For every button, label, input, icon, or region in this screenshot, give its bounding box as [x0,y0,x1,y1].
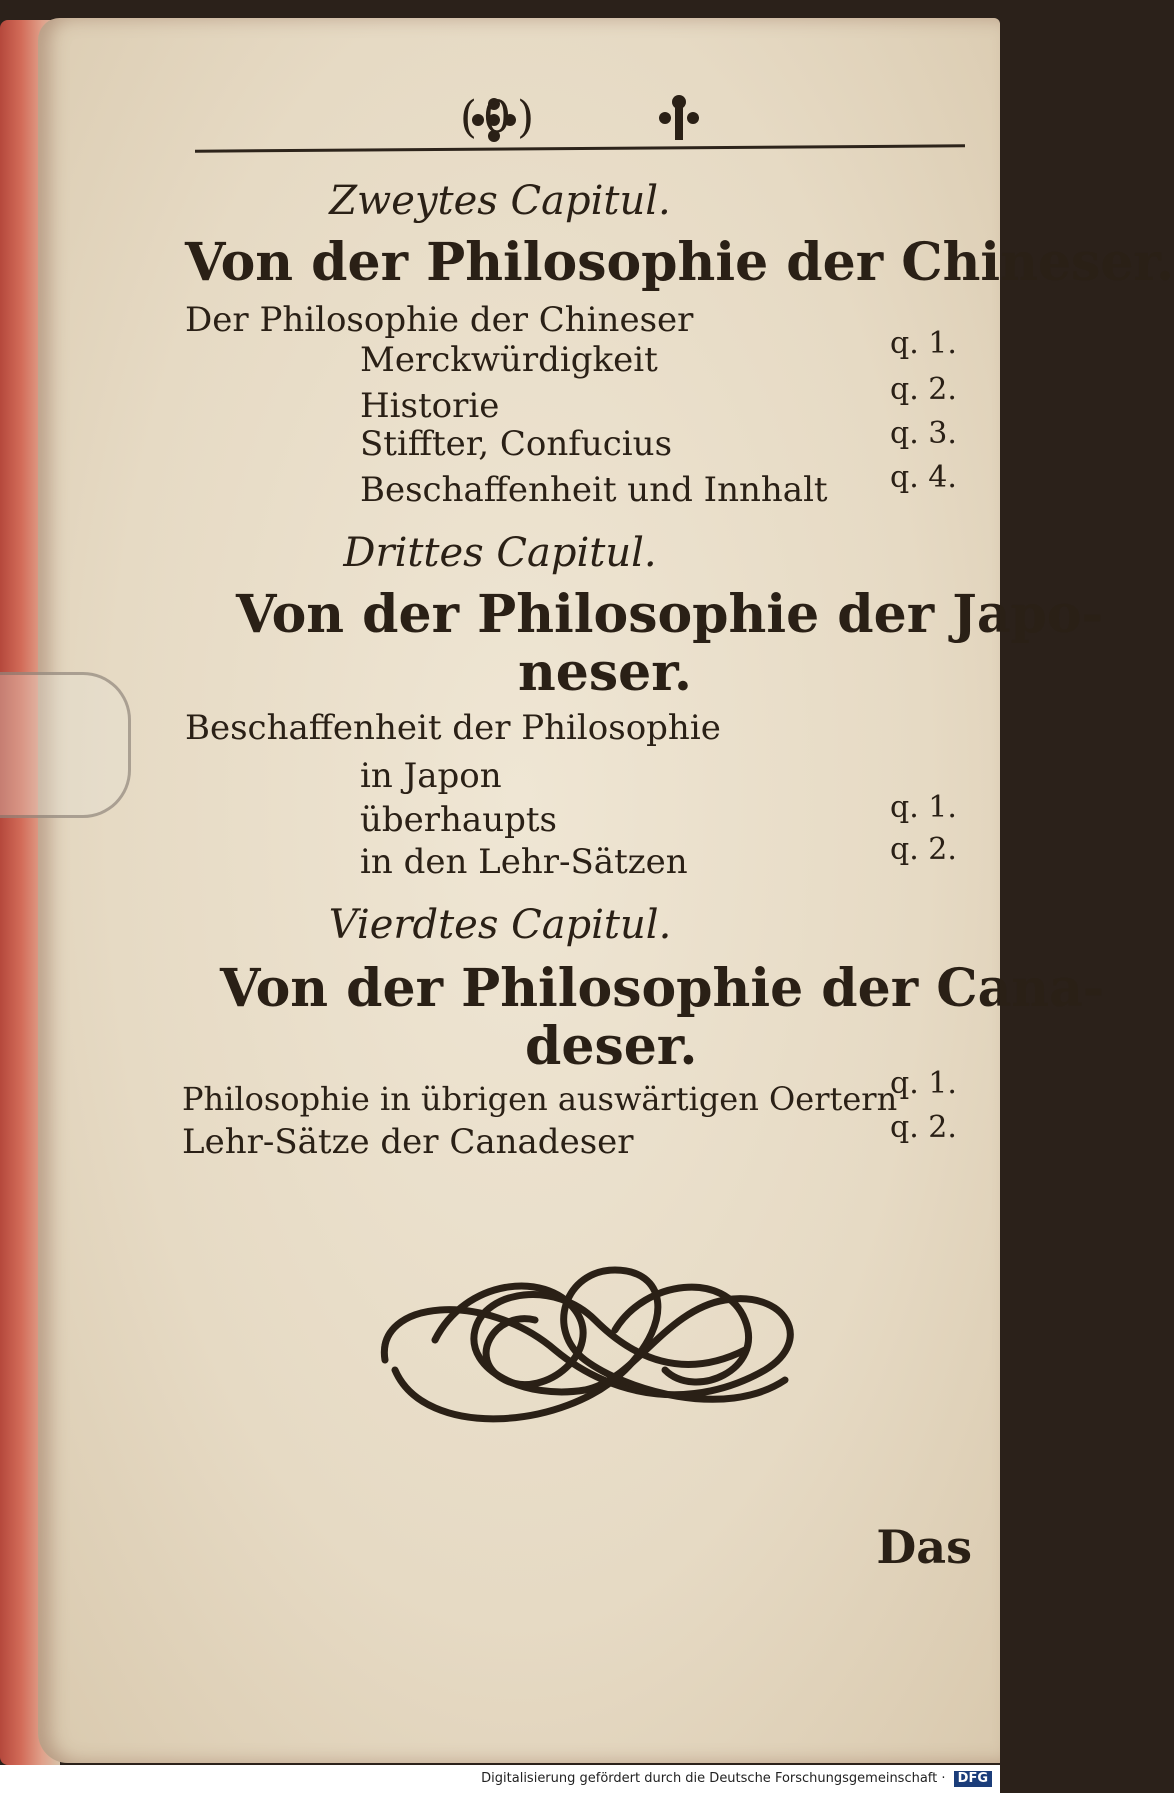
entry-text: Merckwürdigkeit [360,340,658,380]
entry-text: in den Lehr-Sätzen [360,842,688,882]
calligraphic-ornament-icon [365,1240,815,1440]
entry-intro: Beschaffenheit der Philosophie [185,708,721,748]
entry-intro: Der Philosophie der Chineser [185,300,694,340]
chapter-label: Vierdtes Capitul. [328,902,672,948]
entry-text: Philosophie in übrigen auswärtigen Oertern [182,1080,898,1118]
entry-text: Beschaffenheit und Innhalt [360,470,828,510]
entry-text: überhaupts [360,800,557,840]
chapter-title: Von der Philosophie der Chineser. [185,232,1174,293]
dfg-logo: DFG [954,1771,992,1787]
chapter-label: Drittes Capitul. [343,530,657,576]
entry-paragraph: q. 3. [890,416,957,451]
chapter-title: Von der Philosophie der Japo- [236,584,1104,645]
footer-text: Digitalisierung gefördert durch die Deutsche Forschungsgemeinschaft · [481,1771,946,1786]
catchword: Das [876,1520,972,1574]
chapter-label: Zweytes Capitul. [329,178,671,224]
entry-paragraph: q. 1. [890,1066,957,1101]
entry-paragraph: q. 4. [890,460,957,495]
chapter-title: neser. [518,642,692,703]
chapter-title: deser. [525,1016,698,1077]
chapter-title: Von der Philosophie der Cana- [220,958,1105,1019]
entry-intro: in Japon [360,756,502,796]
page-number: (0) [459,92,541,143]
page-clip [0,672,131,818]
entry-paragraph: q. 1. [890,790,957,825]
fleuron-right-icon [655,92,703,144]
entry-text: Historie [360,386,500,426]
digitization-footer [0,1765,1000,1793]
entry-paragraph: q. 2. [890,1110,957,1145]
entry-paragraph: q. 2. [890,372,957,407]
entry-paragraph: q. 2. [890,832,957,867]
entry-text: Lehr-Sätze der Canadeser [182,1122,634,1162]
entry-paragraph: q. 1. [890,326,957,361]
entry-text: Stiffter, Confucius [360,424,673,464]
